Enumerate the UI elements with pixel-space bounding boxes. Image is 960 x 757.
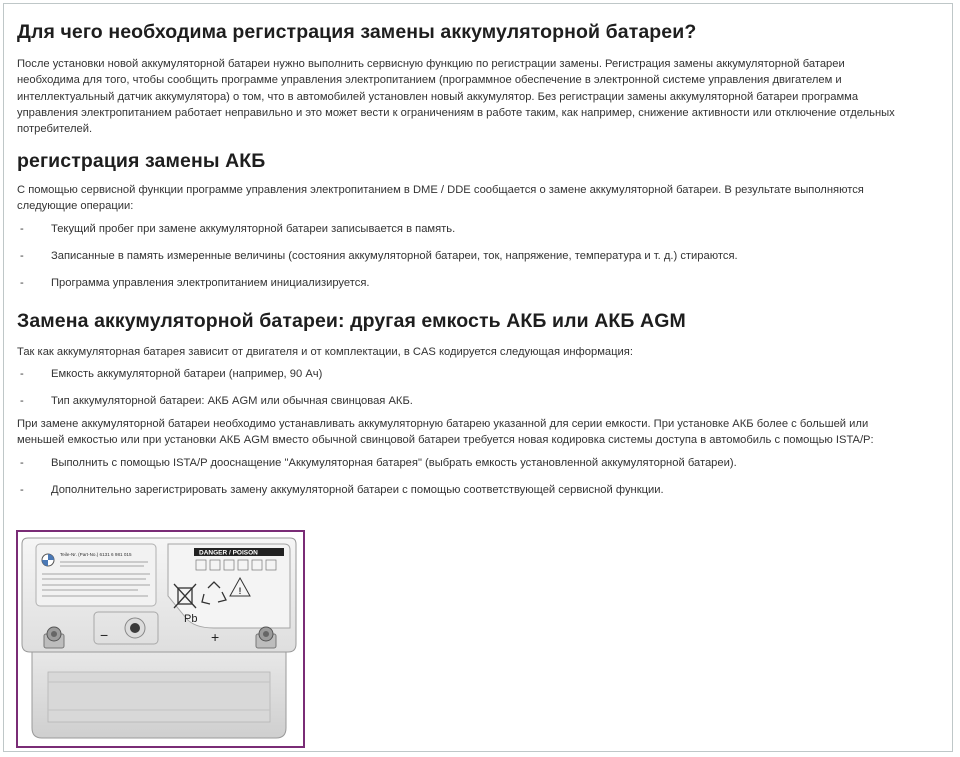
heading-replacement: Замена аккумуляторной батареи: другая емкость АКБ или АКБ AGM: [17, 310, 686, 332]
paragraph-registration: С помощью сервисной функции программе управления электропитанием в DME / DDE сообщается о замене аккумуляторной батареи. В результате выполняются следующие операции:: [17, 184, 864, 213]
danger-label: DANGER / POISON: [199, 549, 258, 557]
list-dash: -: [20, 368, 24, 380]
paragraph-replacement: При замене аккумуляторной батареи необходимо устанавливать аккумуляторную батарею указанной для серии емкости. При установке АКБ более с большей или меньшей емкостью или при установки АКБ AGM вместо обычной свинцовой батареи требуется новая кодировка системы доступа в автомобиль с помощью ISTA/P:: [17, 418, 874, 447]
list-dash: -: [20, 457, 24, 469]
list-dash: -: [20, 250, 24, 262]
list-dash: -: [20, 395, 24, 407]
pb-label: Pb: [184, 613, 198, 625]
list-dash: -: [20, 277, 24, 289]
battery-part-number: Teile-Nr. (Part-No.) 6131 6 981 015: [60, 552, 132, 557]
list-dash: -: [20, 484, 24, 496]
battery-figure: [16, 530, 305, 748]
minus-sign: −: [100, 627, 109, 643]
battery-rib-panel: [48, 672, 270, 722]
list-dash: -: [20, 223, 24, 235]
heading-registration-why: Для чего необходима регистрация замены аккумуляторной батареи?: [17, 21, 697, 43]
battery-illustration: [18, 532, 303, 746]
plus-sign: +: [211, 629, 220, 645]
paragraph-registration-why: После установки новой аккумуляторной батареи нужно выполнить сервисную функцию по регистрации замены. Регистрация замены аккумуляторной батареи необходима для того, чтобы сообщить программе управления электропитанием (программное обеспечение в электронной системе управления двигателем и интеллектуальный датчик аккумулятора) о том, что в автомобилей установлен новый аккумулятор. Без регистрации замены аккумуляторной батареи программа управления электропитанием работает неправильно и это может вести к ограничениям в работе таким, как например, снижение активности или отключение отдельных потребителей.: [17, 58, 895, 136]
svg-text:!: !: [238, 586, 242, 596]
heading-registration: регистрация замены АКБ: [17, 150, 266, 172]
paragraph-replacement-intro: Так как аккумуляторная батарея зависит от двигателя и от комплектации, в CAS кодируется следующая информация:: [17, 346, 633, 358]
charge-indicator-eye: [130, 623, 140, 633]
